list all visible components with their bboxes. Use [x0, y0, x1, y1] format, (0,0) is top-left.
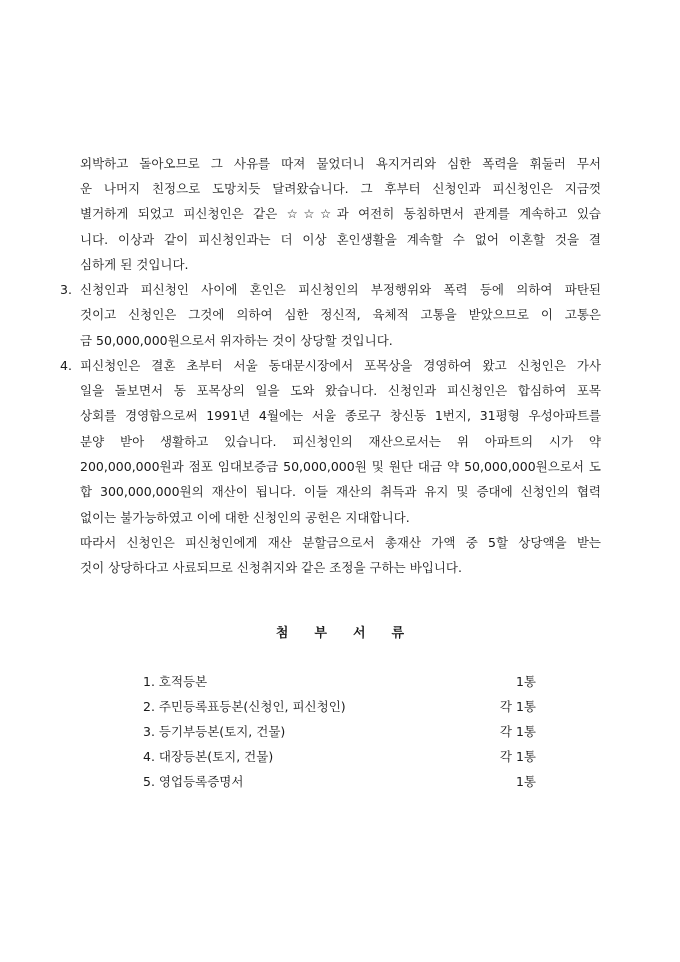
attachment-quantity: 각 1통 [499, 699, 536, 714]
attachment-quantity: 1통 [515, 774, 536, 789]
attachment-label: 3. 등기부등본(토지, 건물) [143, 724, 286, 739]
item-number: 3. [60, 282, 72, 297]
attachment-quantity: 각 1통 [499, 749, 536, 764]
attachment-label: 2. 주민등록표등본(신청인, 피신청인) [143, 699, 346, 714]
text-line: 일을 돌보면서 동 포목상의 일을 도와 왔습니다. 신청인과 피신청인은 합심하여 포목 [80, 383, 601, 398]
text-line: 것이고 신청인은 그것에 의하여 심한 정신적, 육체적 고통을 받았으므로 이 고통은 [80, 307, 601, 322]
text-line: 따라서 신청인은 피신청인에게 재산 분할금으로서 총재산 가액 중 5할 상당액을 받는 [80, 535, 601, 550]
list-item [143, 674, 536, 690]
text-line: 것이 상당하다고 사료되므로 신청취지와 같은 조정을 구하는 바입니다. [80, 560, 462, 575]
attachment-label: 4. 대장등본(토지, 건물) [143, 749, 274, 764]
text-line: 없이는 불가능하였고 이에 대한 신청인의 공헌은 지대합니다. [80, 510, 410, 525]
text-line: 금 50,000,000원으로서 위자하는 것이 상당할 것입니다. [80, 333, 393, 348]
text-line: 별거하게 되었고 피신청인은 같은 ☆☆☆과 여전히 동침하면서 관계를 계속하고 있습 [80, 206, 601, 221]
text-line: 운 나머지 친정으로 도망치듯 달려왔습니다. 그 후부터 신청인과 피신청인은 지금껏 [80, 181, 601, 196]
text-line: 상회를 경영함으로써 1991년 4월에는 서울 종로구 창신동 1번지, 31평형 우성아파트를 [80, 408, 601, 423]
attachment-label: 1. 호적등본 [143, 674, 208, 689]
text-line: 외박하고 돌아오므로 그 사유를 따져 물었더니 욕지거리와 심한 폭력을 휘둘러 무서 [80, 156, 601, 171]
attachment-quantity: 각 1통 [499, 724, 536, 739]
attachments-heading: 첨부서류 [275, 626, 431, 641]
text-line: 분양 받아 생활하고 있습니다. 피신청인의 재산으로서는 위 아파트의 시가 약 [80, 434, 601, 449]
attachment-label: 5. 영업등록증명서 [143, 774, 244, 789]
list-item [143, 724, 536, 740]
text-line: 200,000,000원과 점포 임대보증금 50,000,000원 및 원단 대금 약 50,000,000원으로서 도 [80, 459, 601, 474]
text-line: 심하게 된 것입니다. [80, 257, 189, 272]
item-number: 4. [60, 358, 72, 373]
list-item [143, 699, 536, 715]
text-line: 합 300,000,000원의 재산이 됩니다. 이들 재산의 취득과 유지 및 증대에 신청인의 협력 [80, 484, 601, 499]
text-line: 피신청인은 결혼 초부터 서울 동대문시장에서 포목상을 경영하여 왔고 신청인은 가사 [80, 358, 601, 373]
text-line: 신청인과 피신청인 사이에 혼인은 피신청인의 부정행위와 폭력 등에 의하여 파탄된 [80, 282, 601, 297]
list-item [143, 749, 536, 765]
list-item [143, 774, 536, 790]
text-line: 니다. 이상과 같이 피신청인과는 더 이상 혼인생활을 계속할 수 없어 이혼할 것을 결 [80, 232, 601, 247]
attachment-quantity: 1통 [515, 674, 536, 689]
